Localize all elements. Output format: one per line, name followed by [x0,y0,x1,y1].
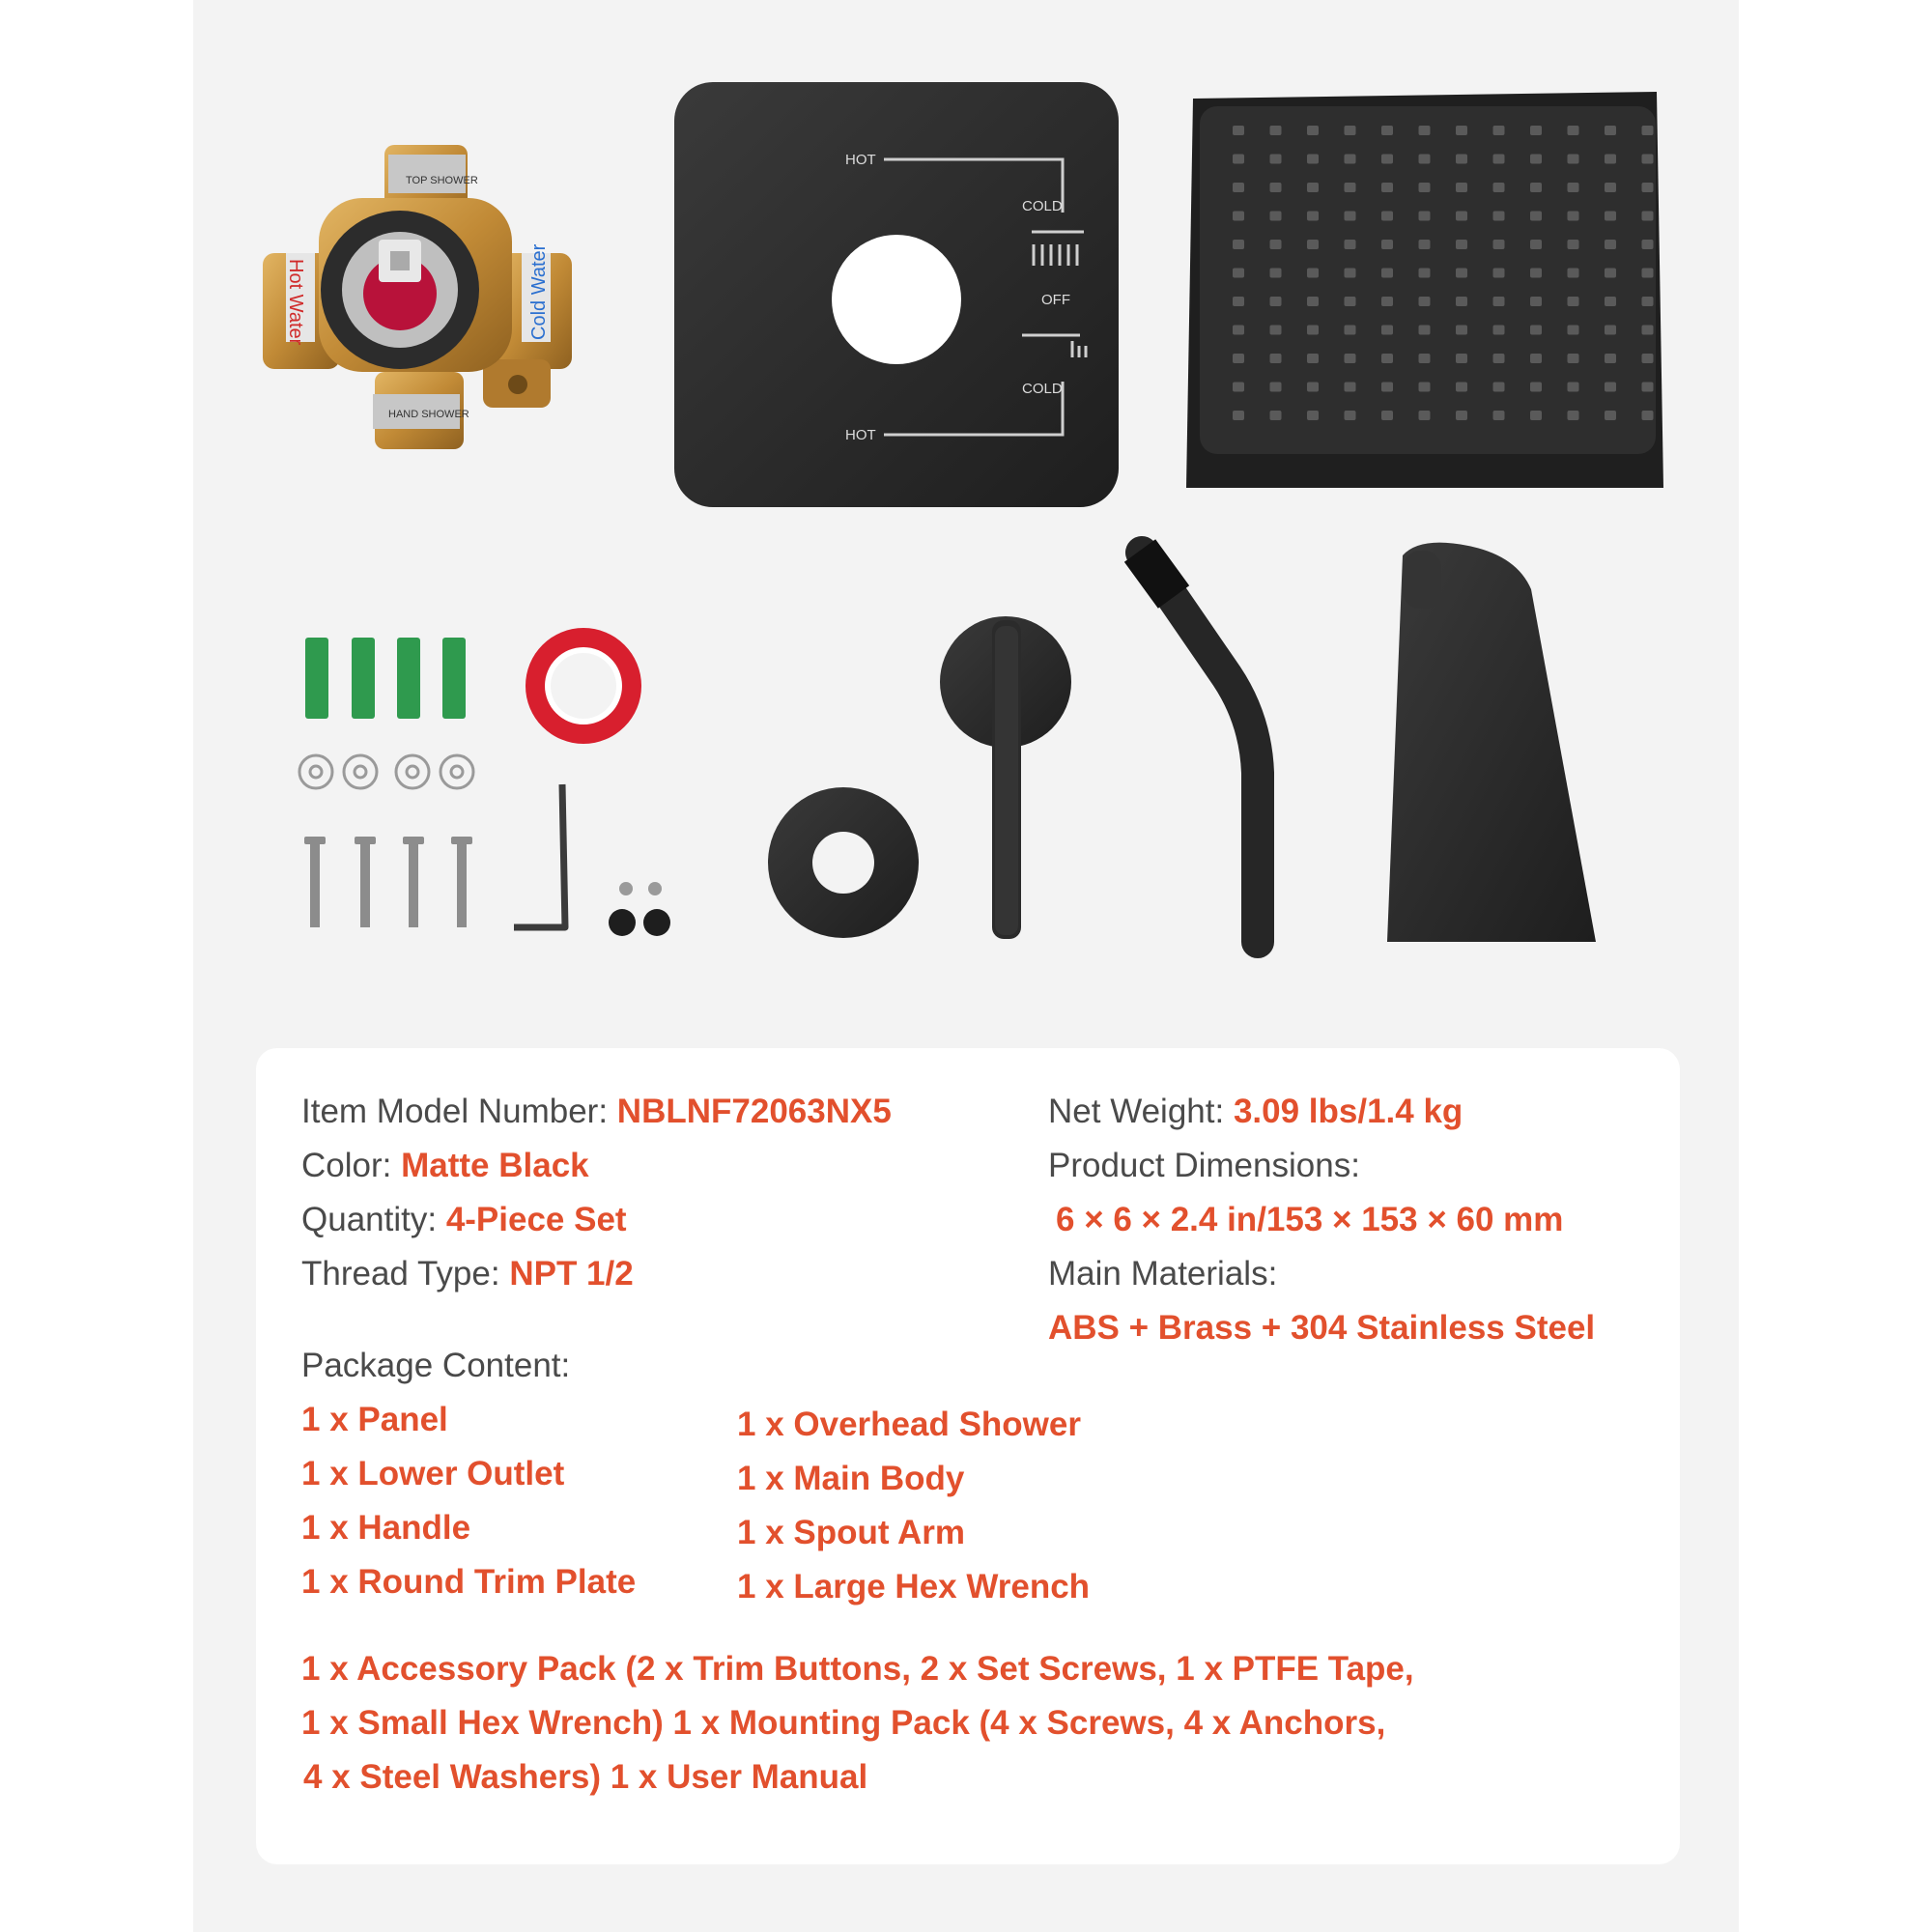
accessory-line: 4 x Steel Washers) 1 x User Manual [303,1758,868,1796]
thread-type-label: Thread Type: [301,1255,500,1293]
quantity-value: 4-Piece Set [445,1201,627,1238]
quantity-row [301,1199,627,1241]
shower-nozzle [1419,269,1431,278]
color-label: Color: [301,1147,392,1184]
shower-nozzle [1456,269,1467,278]
top-shower-label: TOP SHOWER [406,175,478,186]
shower-nozzle [1419,155,1431,164]
shower-nozzle [1568,297,1579,306]
shower-nozzle [1568,126,1579,135]
shower-nozzle [1419,383,1431,392]
shower-nozzle [1345,126,1356,135]
shower-nozzle [1345,411,1356,420]
shower-nozzle [1568,212,1579,221]
shower-nozzle [1642,212,1654,221]
shower-nozzle [1345,155,1356,164]
trim-buttons [609,882,670,936]
screws [304,837,472,927]
shower-nozzle [1419,411,1431,420]
panel-off-label: OFF [1041,292,1070,308]
dimensions-value: 6 × 6 × 2.4 in/153 × 153 × 60 mm [1056,1201,1564,1238]
shower-nozzle [1307,183,1319,192]
steel-washers [299,755,473,788]
panel-hot-bottom-label: HOT [845,427,876,443]
shower-nozzle [1530,240,1542,249]
shower-nozzle [1419,183,1431,192]
shower-nozzle [1530,297,1542,306]
shower-nozzle [1642,411,1654,420]
shower-nozzle [1307,269,1319,278]
color-row [301,1145,589,1187]
shower-nozzle [1493,326,1505,335]
shower-nozzle [1493,155,1505,164]
shower-nozzle [1530,411,1542,420]
shower-nozzle [1493,383,1505,392]
shower-nozzle [1493,183,1505,192]
package-item: 1 x Panel [301,1401,448,1438]
shower-nozzle [1233,411,1244,420]
shower-nozzle [1605,411,1616,420]
shower-nozzle [1419,354,1431,363]
model-number-row [301,1091,892,1133]
thread-type-row [301,1253,634,1295]
shower-nozzle [1493,126,1505,135]
shower-nozzle [1493,411,1505,420]
hot-water-label: Hot Water [285,259,306,346]
shower-nozzle [1530,126,1542,135]
shower-nozzle [1530,212,1542,221]
shower-nozzle [1493,269,1505,278]
package-item: 1 x Round Trim Plate [301,1563,637,1601]
small-hex-wrench [514,784,565,927]
color-value: Matte Black [401,1147,589,1184]
shower-nozzle [1642,354,1654,363]
quantity-label: Quantity: [301,1201,438,1238]
shower-nozzle [1605,126,1616,135]
shower-nozzle [1530,269,1542,278]
shower-nozzle [1456,155,1467,164]
shower-nozzle [1307,297,1319,306]
cold-water-label: Cold Water [528,243,550,340]
overhead-shower [1186,92,1663,488]
shower-nozzle [1493,297,1505,306]
shower-nozzle [1307,326,1319,335]
shower-nozzle [1345,269,1356,278]
net-weight-value: 3.09 lbs/1.4 kg [1233,1093,1463,1130]
shower-nozzle [1381,383,1393,392]
shower-nozzle [1345,212,1356,221]
shower-nozzle [1456,212,1467,221]
model-number-label: Item Model Number: [301,1093,609,1130]
shower-nozzle [1307,126,1319,135]
shower-nozzle [1381,183,1393,192]
model-number-value: NBLNF72063NX5 [616,1093,892,1130]
shower-nozzle [1605,155,1616,164]
shower-nozzle [1456,411,1467,420]
shower-nozzle [1233,269,1244,278]
shower-nozzle [1456,126,1467,135]
shower-nozzle [1307,240,1319,249]
shower-nozzle [1605,354,1616,363]
package-item: 1 x Large Hex Wrench [737,1568,1091,1605]
shower-nozzle [1270,326,1282,335]
package-item: 1 x Overhead Shower [737,1406,1081,1443]
shower-nozzle [1568,383,1579,392]
shower-nozzle [1233,297,1244,306]
shower-nozzle [1456,240,1467,249]
shower-nozzle [1530,354,1542,363]
ptfe-tape [526,628,641,744]
shower-nozzle [1530,383,1542,392]
shower-nozzle [1381,126,1393,135]
shower-nozzle [1270,183,1282,192]
shower-nozzle [1605,383,1616,392]
shower-nozzle [1381,297,1393,306]
panel-cold-top-label: COLD [1022,198,1063,214]
shower-nozzle [1233,240,1244,249]
shower-nozzle [1605,212,1616,221]
shower-nozzle [1233,383,1244,392]
shower-nozzle [1270,354,1282,363]
shower-nozzle [1233,212,1244,221]
shower-nozzle [1642,326,1654,335]
shower-nozzle [1381,155,1393,164]
shower-nozzle [1568,326,1579,335]
shower-nozzle [1568,183,1579,192]
shower-nozzle [1605,269,1616,278]
shower-nozzle [1345,354,1356,363]
panel-cold-bottom-label: COLD [1022,381,1063,397]
shower-nozzle [1233,183,1244,192]
shower-nozzle [1493,212,1505,221]
shower-nozzle [1530,183,1542,192]
shower-nozzle [1233,326,1244,335]
shower-nozzle [1568,269,1579,278]
shower-nozzle [1568,411,1579,420]
shower-nozzle [1419,326,1431,335]
shower-nozzle [1642,155,1654,164]
shower-nozzle [1419,212,1431,221]
shower-nozzle [1568,155,1579,164]
thread-type-value: NPT 1/2 [509,1255,634,1293]
accessory-line: 1 x Accessory Pack (2 x Trim Buttons, 2 x Set Screws, 1 x PTFE Tape, [301,1650,1414,1688]
shower-nozzle [1270,269,1282,278]
shower-nozzle [1605,326,1616,335]
main-body-valve [263,145,572,449]
materials-value: ABS + Brass + 304 Stainless Steel [1048,1309,1596,1347]
shower-nozzle [1419,240,1431,249]
shower-nozzle [1530,155,1542,164]
shower-nozzle [1381,269,1393,278]
shower-nozzle [1419,126,1431,135]
shower-nozzle [1233,126,1244,135]
shower-nozzle [1307,383,1319,392]
shower-nozzle [1381,411,1393,420]
shower-nozzle [1568,354,1579,363]
shower-nozzle [1381,212,1393,221]
shower-nozzle [1642,297,1654,306]
net-weight-row [1048,1091,1463,1133]
shower-nozzle [1270,240,1282,249]
shower-nozzle [1307,155,1319,164]
shower-nozzle [1493,240,1505,249]
shower-nozzle [1270,155,1282,164]
shower-nozzle [1270,411,1282,420]
spout-arm [1140,551,1258,942]
accessory-line: 1 x Small Hex Wrench) 1 x Mounting Pack (4 x Screws, 4 x Anchors, [301,1704,1386,1742]
shower-nozzle [1642,240,1654,249]
shower-nozzle [1270,126,1282,135]
net-weight-label: Net Weight: [1048,1093,1225,1130]
panel-hot-top-label: HOT [845,152,876,168]
shower-nozzle [1568,240,1579,249]
package-content-label: Package Content: [301,1347,571,1384]
shower-nozzle [1642,269,1654,278]
panel [674,82,1119,507]
lower-outlet [1387,543,1596,942]
shower-nozzle [1419,297,1431,306]
shower-nozzle [1642,126,1654,135]
shower-nozzle [1307,411,1319,420]
shower-nozzle [1605,297,1616,306]
shower-nozzle [1345,297,1356,306]
shower-nozzle [1307,354,1319,363]
round-trim-plate [768,787,919,938]
shower-nozzle [1605,183,1616,192]
shower-nozzle [1456,326,1467,335]
shower-nozzle [1456,354,1467,363]
shower-nozzle [1456,297,1467,306]
shower-nozzle [1345,240,1356,249]
shower-nozzle [1381,354,1393,363]
shower-nozzle [1270,212,1282,221]
materials-label: Main Materials: [1048,1255,1278,1293]
shower-nozzle [1456,383,1467,392]
shower-nozzle [1605,240,1616,249]
shower-nozzle [1233,155,1244,164]
shower-nozzle [1381,240,1393,249]
hand-shower-label: HAND SHOWER [388,409,469,420]
shower-nozzle [1345,326,1356,335]
package-item: 1 x Main Body [737,1460,965,1497]
shower-nozzle [1642,383,1654,392]
shower-nozzle [1233,354,1244,363]
package-item: 1 x Lower Outlet [301,1455,565,1492]
package-item: 1 x Handle [301,1509,471,1547]
shower-nozzle [1493,354,1505,363]
shower-nozzle [1270,383,1282,392]
shower-nozzle [1381,326,1393,335]
shower-nozzle [1530,326,1542,335]
shower-nozzle [1456,183,1467,192]
green-anchors [305,638,466,719]
shower-nozzle [1642,183,1654,192]
package-item: 1 x Spout Arm [737,1514,965,1551]
shower-nozzle [1270,297,1282,306]
shower-nozzle [1345,383,1356,392]
handle [940,616,1071,939]
shower-nozzle [1345,183,1356,192]
shower-nozzle [1307,212,1319,221]
dimensions-label: Product Dimensions: [1048,1147,1360,1184]
